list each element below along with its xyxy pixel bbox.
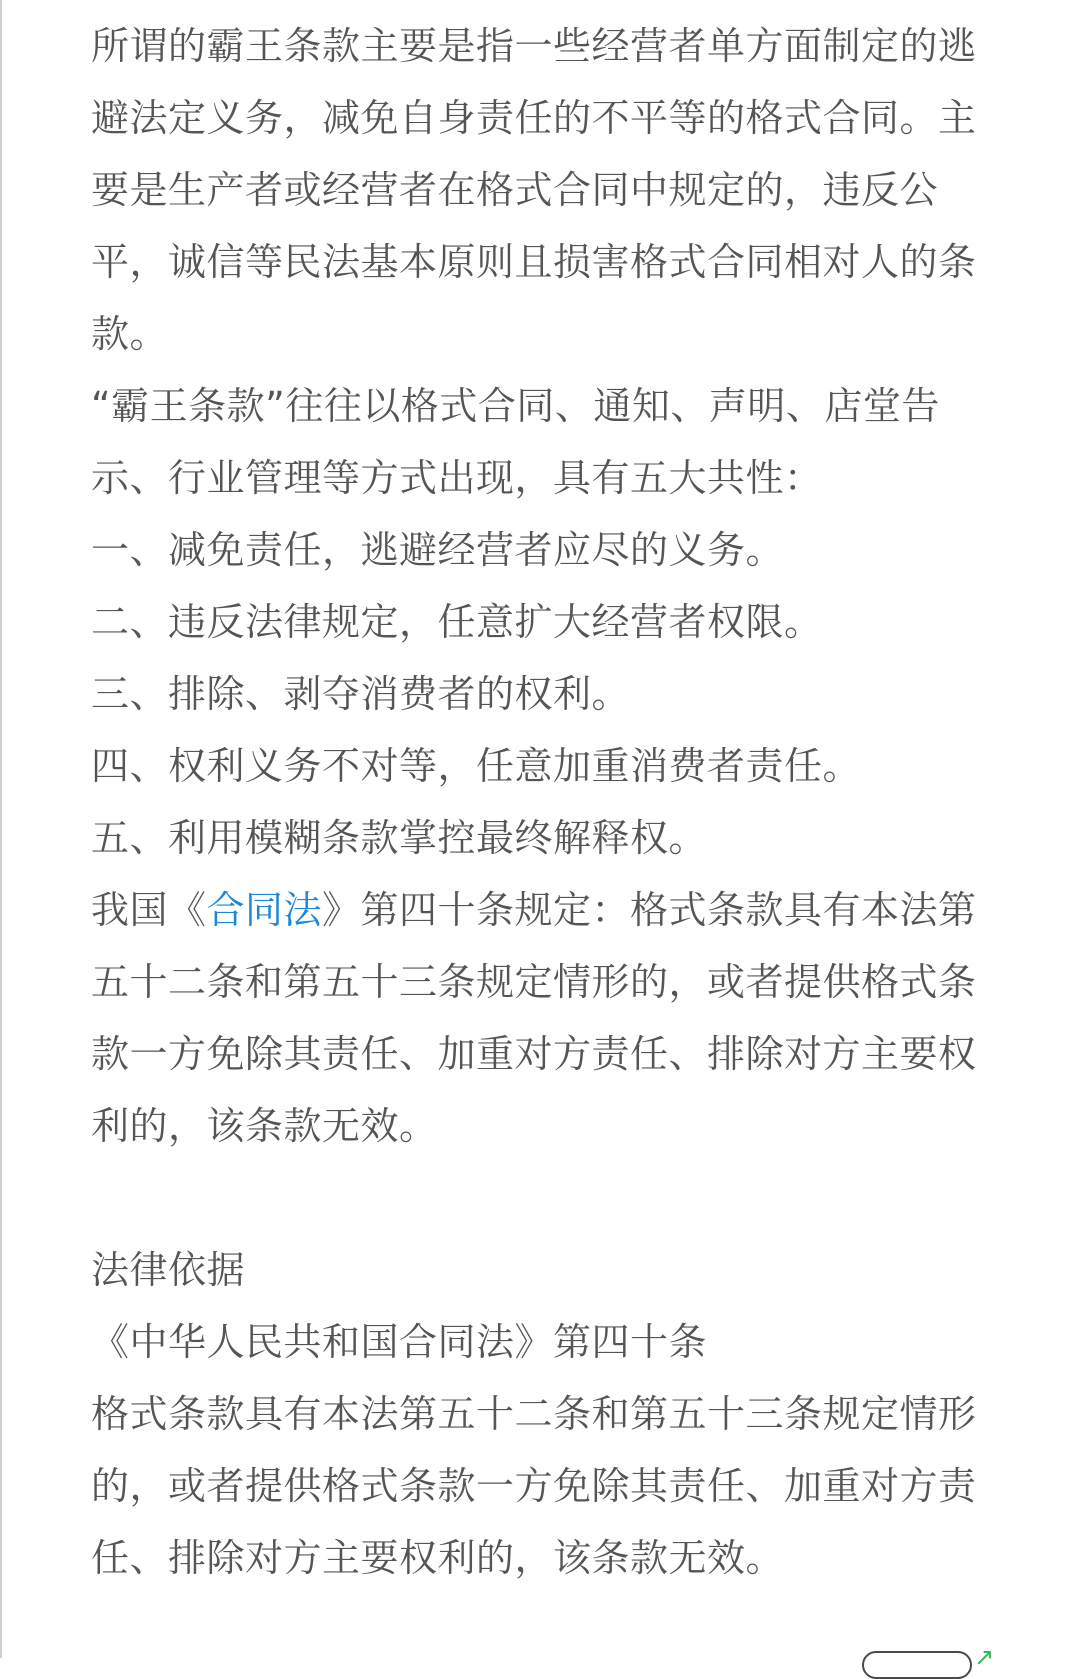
legal-basis-text: 格式条款具有本法第五十二条和第五十三条规定情形的，或者提供格式条款一方免除其责任、加重对方责任、排除对方主要权利的，该条款无效。 xyxy=(91,1392,977,1580)
list-item-1: 一、减免责任，逃避经营者应尽的义务。 xyxy=(91,528,785,572)
article-content xyxy=(91,0,981,1594)
paragraph-common-traits-intro: “霸王条款”往往以格式合同、通知、声明、店堂告示、行业管理等方式出现，具有五大共性： xyxy=(91,384,940,500)
legal-basis-source: 《中华人民共和国合同法》第四十条 xyxy=(91,1320,708,1364)
legal-basis-heading: 法律依据 xyxy=(91,1248,246,1292)
left-edge-divider xyxy=(0,0,2,1658)
list-item-5: 五、利用模糊条款掌控最终解释权。 xyxy=(91,816,708,860)
bottom-floating-button[interactable] xyxy=(862,1651,972,1679)
contract-law-link[interactable]: 合同法 xyxy=(206,888,323,932)
paragraph-contract-law xyxy=(91,874,981,1162)
contract-law-suffix: 》第四十条规定：格式条款具有本法第五十二条和第五十三条规定情形的，或者提供格式条款一方免除其责任、加重对方责任、排除对方主要权利的，该条款无效。 xyxy=(91,888,977,1148)
bottom-accent-icon: ↗ xyxy=(974,1643,995,1671)
contract-law-prefix: 我国《 xyxy=(91,888,207,932)
list-item-3: 三、排除、剥夺消费者的权利。 xyxy=(91,672,631,716)
list-item-4: 四、权利义务不对等，任意加重消费者责任。 xyxy=(91,744,862,788)
list-item-2: 二、违反法律规定，任意扩大经营者权限。 xyxy=(91,600,823,644)
paragraph-definition: 所谓的霸王条款主要是指一些经营者单方面制定的逃避法定义务，减免自身责任的不平等的格式合同。主要是生产者或经营者在格式合同中规定的，违反公平，诚信等民法基本原则且损害格式合同相对人的条款。 xyxy=(91,24,977,356)
section-gap xyxy=(91,1162,981,1234)
